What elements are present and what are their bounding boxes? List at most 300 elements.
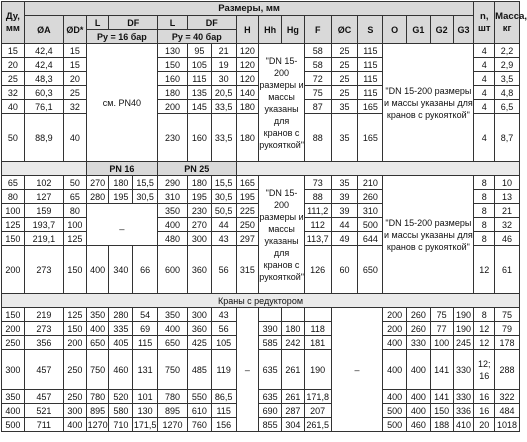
cell-m: 46	[495, 232, 520, 246]
cell-g3: 330	[453, 350, 474, 390]
cell-df2a: 300	[188, 308, 212, 322]
cell-df1a: 335	[109, 322, 133, 336]
cell-f: 72	[304, 72, 331, 86]
pn-band-blank	[2, 162, 87, 176]
cell-dn: 300	[2, 350, 25, 390]
cell-df2b: 30	[211, 72, 236, 86]
cell-l1: 350	[86, 308, 109, 322]
header-col: G1	[407, 16, 431, 44]
cell-df1b: 66	[133, 246, 158, 294]
cell-f: 118	[304, 322, 331, 336]
cell-s: 115	[358, 86, 383, 100]
cell-c: 25	[331, 44, 358, 58]
cell-a: 457	[24, 350, 63, 390]
cell-g1: 260	[407, 322, 431, 336]
cell-o: 500	[383, 404, 407, 418]
cell-hh: 585	[259, 336, 282, 350]
cell-m: 10	[495, 176, 520, 190]
cell-d: 50	[64, 176, 87, 190]
h-dash: –	[236, 308, 259, 432]
cell-dn: 125	[2, 218, 25, 232]
cell-g3: 245	[453, 336, 474, 350]
cell-n: 4	[474, 44, 495, 58]
cell-a: 711	[24, 418, 63, 432]
cell-df2a: 360	[188, 322, 212, 336]
cell-g1: 330	[407, 336, 431, 350]
cell-d: 150	[64, 246, 87, 294]
cell-dn: 25	[2, 72, 25, 86]
cell-df2a: 610	[188, 404, 212, 418]
cell-s: 310	[358, 204, 383, 218]
cell-f: 87	[304, 100, 331, 114]
cell-dn: 40	[2, 100, 25, 114]
header-row-1	[2, 2, 520, 16]
cell-c: 44	[331, 218, 358, 232]
cell-d: 125	[64, 232, 87, 246]
cell-m: 1018	[495, 418, 520, 432]
cell-df2a: 485	[188, 350, 212, 390]
cell-df2a: 105	[188, 58, 212, 72]
cell-c: 39	[331, 204, 358, 218]
cell-a: 88,9	[24, 114, 63, 162]
cell-l2: 400	[158, 322, 188, 336]
cell-s: 650	[358, 246, 383, 294]
cell-hh	[259, 308, 282, 322]
cell-f: 112	[304, 218, 331, 232]
cell-d: 20	[64, 72, 87, 86]
cell-d: 25	[64, 86, 87, 100]
cell-a: 102	[24, 176, 63, 190]
cell-df2a: 135	[188, 86, 212, 100]
cell-df2b: 156	[211, 418, 236, 432]
cell-dn: 100	[2, 204, 25, 218]
cell-h: 195	[236, 190, 259, 204]
cell-c: 35	[331, 114, 358, 162]
cell-df2b: 20,5	[211, 86, 236, 100]
cell-f: 126	[304, 246, 331, 294]
cell-s: 500	[358, 218, 383, 232]
cell-d: 250	[64, 390, 87, 404]
cell-dn: 20	[2, 58, 25, 72]
cell-df1b: 30,5	[133, 190, 158, 204]
cell-f: 171,8	[304, 390, 331, 404]
cell-h: 225	[236, 204, 259, 218]
header-col: G2	[430, 16, 453, 44]
cell-d: 200	[64, 336, 87, 350]
cell-n: 4	[474, 114, 495, 162]
table-row	[2, 308, 520, 322]
cell-h: 140	[236, 86, 259, 100]
cell-g3: 336	[453, 404, 474, 418]
cell-h: 180	[236, 100, 259, 114]
cell-df2a: 95	[188, 44, 212, 58]
cell-c: 39	[331, 190, 358, 204]
cell-o: 400	[383, 336, 407, 350]
cell-hh: 635	[259, 390, 282, 404]
cell-f: 113,7	[304, 232, 331, 246]
cell-g1: 460	[407, 418, 431, 432]
cell-df2a: 760	[188, 418, 212, 432]
header-pressure-16: Pу = 16 бар	[86, 30, 157, 44]
cell-n: 4	[474, 100, 495, 114]
cell-s: 115	[358, 44, 383, 58]
cell-l2: 895	[158, 404, 188, 418]
cell-hg: 242	[282, 336, 305, 350]
cell-c: 35	[331, 176, 358, 190]
cell-l2: 180	[158, 86, 188, 100]
header-mass: Масса, кг	[495, 2, 520, 44]
cell-d: 250	[64, 350, 87, 390]
cell-l1: 400	[86, 322, 109, 336]
pn25-label: PN 25	[158, 162, 237, 176]
cell-hg: 304	[282, 418, 305, 432]
cell-df2a: 425	[188, 336, 212, 350]
cell-dn: 50	[2, 114, 25, 162]
cell-h: 120	[236, 44, 259, 58]
cell-dn: 32	[2, 86, 25, 100]
cell-df2a: 550	[188, 390, 212, 404]
header-col: F	[304, 16, 331, 44]
cell-n: 4	[474, 58, 495, 72]
cell-dn: 200	[2, 246, 25, 294]
cell-df1b: 54	[133, 308, 158, 322]
cell-g1: 400	[407, 404, 431, 418]
cell-m: 4,8	[495, 86, 520, 100]
cell-o: 200	[383, 322, 407, 336]
cell-l2: 160	[158, 72, 188, 86]
cell-l2: 650	[158, 336, 188, 350]
cell-c: 60	[331, 246, 358, 294]
cell-f: 58	[304, 58, 331, 72]
cell-l2: 290	[158, 176, 188, 190]
header-col: DF	[109, 16, 158, 30]
cell-df2b: 50,5	[211, 204, 236, 218]
table-row	[2, 336, 520, 350]
header-pressure-40: Pу = 40 бар	[158, 30, 237, 44]
cell-m: 8,7	[495, 114, 520, 162]
cell-l2: 350	[158, 308, 188, 322]
cell-n: 12; 16	[474, 350, 495, 390]
cell-l1: 750	[86, 350, 109, 390]
cell-dn: 350	[2, 390, 25, 404]
cell-df2b: 15,5	[211, 176, 236, 190]
cell-l1: 650	[86, 336, 109, 350]
cell-g3: 410	[453, 418, 474, 432]
cell-n: 4	[474, 72, 495, 86]
cell-s: 115	[358, 72, 383, 86]
cell-df2b: 86,5	[211, 390, 236, 404]
cell-g3: 190	[453, 308, 474, 322]
cell-a: 127	[24, 190, 63, 204]
cell-f	[304, 308, 331, 322]
cell-o: 500	[383, 418, 407, 432]
cell-dn: 200	[2, 322, 25, 336]
cell-hg: 261	[282, 390, 305, 404]
cell-f: 88	[304, 190, 331, 204]
cell-m: 79	[495, 322, 520, 336]
cell-df1b: 130	[133, 404, 158, 418]
cell-m: 2,9	[495, 58, 520, 72]
cell-f: 111,2	[304, 204, 331, 218]
pn16-label: PN 16	[86, 162, 157, 176]
cell-a: 159	[24, 204, 63, 218]
header-col: S	[358, 16, 383, 44]
cell-o: 200	[383, 308, 407, 322]
cell-m: 61	[495, 246, 520, 294]
cell-a: 42,4	[24, 44, 63, 58]
cell-f: 75	[304, 86, 331, 100]
table-row	[2, 390, 520, 404]
cell-h: 315	[236, 246, 259, 294]
cell-c: 35	[331, 100, 358, 114]
cell-a: 193,7	[24, 218, 63, 232]
cell-f: 73	[304, 176, 331, 190]
cell-df1a: 580	[109, 404, 133, 418]
cell-df1a: 340	[109, 246, 133, 294]
cell-df2a: 300	[188, 232, 212, 246]
cell-l2: 750	[158, 350, 188, 390]
cell-df2a: 160	[188, 114, 212, 162]
cell-s: 165	[358, 114, 383, 162]
header-col: H	[236, 16, 259, 44]
cell-o: 400	[383, 350, 407, 390]
header-col: ØA	[24, 16, 63, 44]
cell-l2: 130	[158, 44, 188, 58]
cell-n: 8	[474, 190, 495, 204]
cell-df2a: 115	[188, 72, 212, 86]
cell-s: 210	[358, 176, 383, 190]
cell-df2b: 115	[211, 404, 236, 418]
cell-m: 322	[495, 390, 520, 404]
cell-d: 125	[64, 308, 87, 322]
cell-g1: 400	[407, 350, 431, 390]
header-col: ØC	[331, 16, 358, 44]
cell-m: 6,5	[495, 100, 520, 114]
cell-g2: 150	[430, 404, 453, 418]
cell-l2: 150	[158, 58, 188, 72]
cell-f: 88	[304, 114, 331, 162]
cell-df2b: 33,5	[211, 100, 236, 114]
cell-df2b: 19	[211, 58, 236, 72]
cell-a: 60,3	[24, 86, 63, 100]
cell-l1: 270	[86, 176, 109, 190]
cell-f: 58	[304, 44, 331, 58]
cell-d: 32	[64, 100, 87, 114]
cell-s: 644	[358, 232, 383, 246]
cell-d: 80	[64, 204, 87, 218]
cell-dn: 250	[2, 336, 25, 350]
cell-df1a: 460	[109, 350, 133, 390]
cell-g3: 330	[453, 390, 474, 404]
header-row-2	[2, 16, 520, 30]
cell-l1: 780	[86, 390, 109, 404]
pn40-note: см. PN40	[86, 44, 157, 162]
cell-df2b: 56	[211, 246, 236, 294]
header-col: ØD*	[64, 16, 87, 44]
dn-note-left: "DN 15-200 размеры и массы указаны для кранов с рукояткой"	[259, 176, 304, 294]
cell-dn: 65	[2, 176, 25, 190]
cell-n: 16	[474, 404, 495, 418]
cell-l2: 1270	[158, 418, 188, 432]
cell-c: 49	[331, 232, 358, 246]
header-col: L	[158, 16, 188, 30]
cell-df1b: 171,5	[133, 419, 157, 430]
cell-n: 16	[474, 390, 495, 404]
cell-dn: 500	[2, 418, 25, 432]
cell-df2b: 43	[211, 232, 236, 246]
cell-l1: 895	[86, 404, 109, 418]
cell-f: 261,5	[304, 418, 331, 432]
cell-g2: 141	[430, 390, 453, 404]
table-row	[2, 44, 520, 58]
cell-h: 297	[236, 232, 259, 246]
cell-g3: 190	[453, 322, 474, 336]
pn-band-blank	[236, 162, 519, 176]
dimensions-table	[1, 1, 527, 432]
cell-df2b: 43	[211, 308, 236, 322]
cell-df1a: 710	[109, 418, 133, 432]
cell-df2b: 44	[211, 218, 236, 232]
cell-g2: 141	[430, 350, 453, 390]
cell-a: 356	[24, 336, 63, 350]
header-col: O	[383, 16, 407, 44]
cell-a: 273	[24, 246, 63, 294]
cell-f: 190	[304, 350, 331, 390]
cell-g2: 188	[430, 418, 453, 432]
cell-m: 178	[495, 336, 520, 350]
cell-m: 21	[495, 204, 520, 218]
cell-l2: 400	[158, 218, 188, 232]
cell-h: 250	[236, 218, 259, 232]
cell-df1a: 520	[109, 390, 133, 404]
gearbox-title-row	[2, 294, 520, 308]
cell-hh: 690	[259, 404, 282, 418]
cell-n: 12	[474, 246, 495, 294]
cell-l2: 200	[158, 100, 188, 114]
cell-a: 219,1	[24, 232, 63, 246]
pn-band-row	[2, 162, 520, 176]
cell-df2b: 21	[211, 44, 236, 58]
cell-df1a: 405	[109, 336, 133, 350]
cell-d: 400	[64, 418, 87, 432]
cell-n: 20	[474, 418, 495, 432]
cell-hg: 180	[282, 322, 305, 336]
header-col: L	[86, 16, 109, 30]
cell-df1b: 131	[133, 350, 158, 390]
cell-h: 180	[236, 114, 259, 162]
cell-d: 300	[64, 404, 87, 418]
cell-g2: 77	[430, 322, 453, 336]
cell-m: 75	[495, 308, 520, 322]
cell-m: 3,5	[495, 72, 520, 86]
cell-n: 12	[474, 336, 495, 350]
cell-m: 13	[495, 190, 520, 204]
cell-c: 25	[331, 86, 358, 100]
cell-m: 32	[495, 218, 520, 232]
spec-sheet	[1, 1, 527, 440]
cell-df2b: 33,5	[211, 114, 236, 162]
cell-m: 288	[495, 350, 520, 390]
header-col: Hh	[259, 16, 282, 44]
table-row	[2, 404, 520, 418]
header-sizes: Размеры, мм	[24, 2, 474, 16]
cell-l2: 350	[158, 204, 188, 218]
cell-df1b: 101	[133, 390, 158, 404]
cell-hh: 635	[259, 350, 282, 390]
header-n: n, шт	[474, 2, 495, 44]
cell-d: 65	[64, 190, 87, 204]
header-col: G3	[453, 16, 474, 44]
cell-n: 8	[474, 218, 495, 232]
cell-s: 165	[358, 100, 383, 114]
cell-d: 15	[64, 44, 87, 58]
cell-l2: 310	[158, 190, 188, 204]
cell-h: 165	[236, 176, 259, 190]
cell-df1a: 280	[109, 308, 133, 322]
cell-d: 40	[64, 114, 87, 162]
cell-df2a: 180	[188, 176, 212, 190]
cell-df2b: 105	[211, 336, 236, 350]
cell-df2b: 119	[211, 350, 236, 390]
pn16-dash: _	[86, 204, 157, 246]
cell-f: 181	[304, 336, 331, 350]
cell-a: 48,3	[24, 72, 63, 86]
cell-df1a: 195	[109, 190, 133, 204]
cell-h: 120	[236, 58, 259, 72]
cell-df2a: 145	[188, 100, 212, 114]
cell-dn: 150	[2, 232, 25, 246]
cell-d: 100	[64, 218, 87, 232]
cell-c: 25	[331, 72, 358, 86]
cell-df2b: 30,5	[211, 190, 236, 204]
header-col: Hg	[282, 16, 305, 44]
cell-n: 8	[474, 308, 495, 322]
cell-hg: 261	[282, 350, 305, 390]
cell-n: 8	[474, 204, 495, 218]
cell-s: 115	[358, 58, 383, 72]
cell-l1: 1270	[87, 419, 108, 430]
table-row	[2, 322, 520, 336]
table-row	[2, 350, 520, 390]
cell-l2: 780	[158, 390, 188, 404]
cell-a: 457	[24, 390, 63, 404]
cell-l1: 400	[86, 246, 109, 294]
gearbox-section-title: Краны с редуктором	[2, 294, 520, 308]
cell-d: 15	[64, 58, 87, 72]
cell-dn: 15	[2, 44, 25, 58]
dn-note-right: "DN 15-200 размеры и массы указаны для кранов с рукояткой"	[383, 176, 474, 294]
cell-g2: 100	[430, 336, 453, 350]
cell-df1b: 115	[133, 336, 158, 350]
cell-l2: 480	[158, 232, 188, 246]
cell-l2: 600	[158, 246, 188, 294]
cell-f: 207	[304, 404, 331, 418]
header-dn: Ду, мм	[2, 2, 25, 44]
cell-o: 400	[383, 390, 407, 404]
cell-h: 120	[236, 72, 259, 86]
cell-g1: 260	[407, 308, 431, 322]
cell-dn: 400	[2, 404, 25, 418]
cell-df1a: 180	[109, 176, 133, 190]
cell-a: 219	[24, 308, 63, 322]
cell-g1: 400	[407, 390, 431, 404]
cell-n: 8	[474, 232, 495, 246]
cell-s: 260	[358, 190, 383, 204]
cell-hg	[282, 308, 305, 322]
cell-n: 8	[474, 176, 495, 190]
cell-c: 25	[331, 58, 358, 72]
cell-d: 150	[64, 322, 87, 336]
